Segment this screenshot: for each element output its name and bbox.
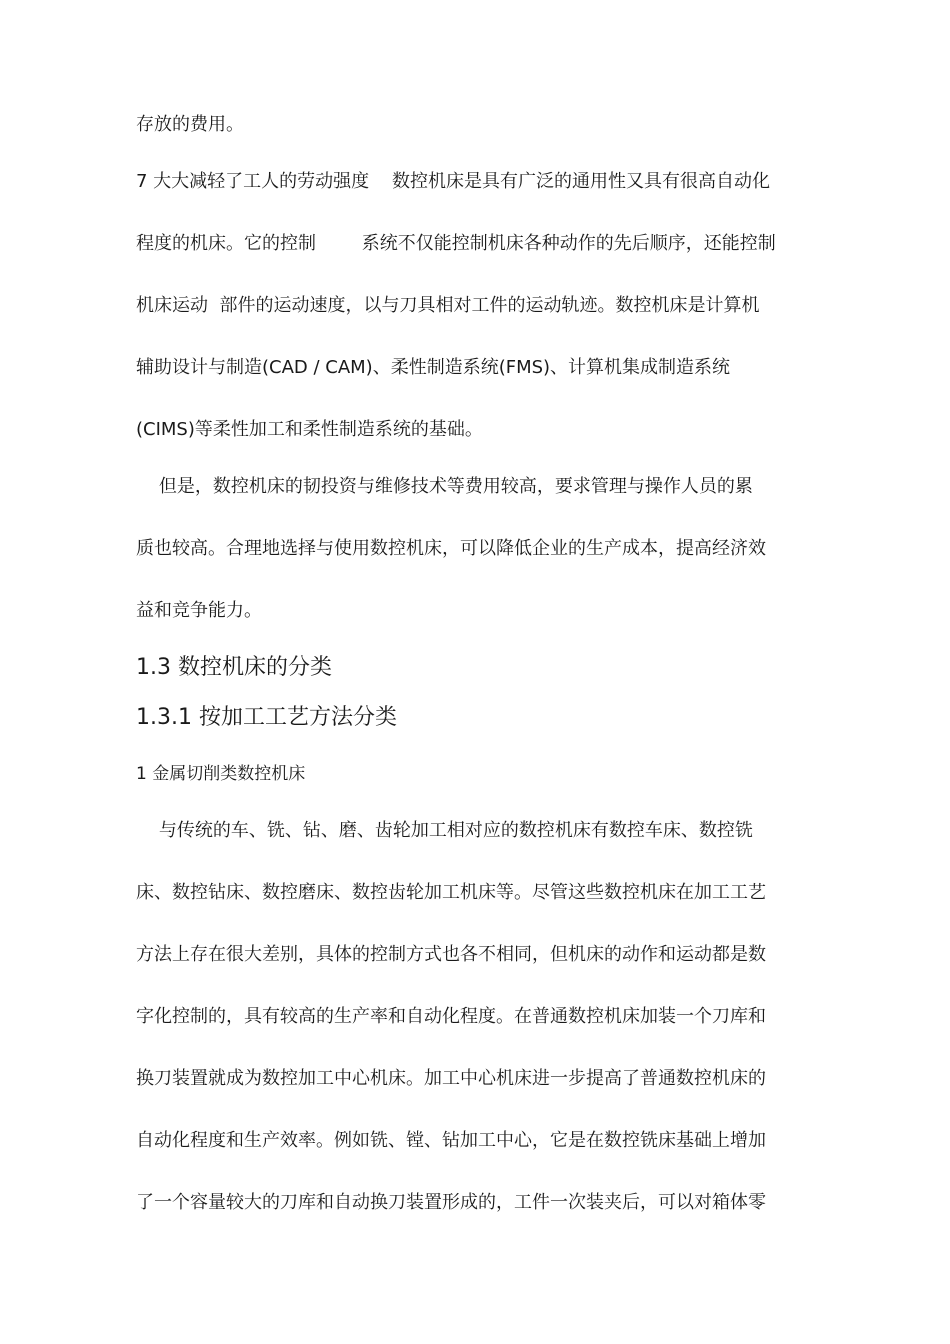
paragraph-line: 机床运动 部件的运动速度，以与刀具相对工件的运动轨迹。数控机床是计算机 xyxy=(136,295,760,316)
paragraph-line: 床、数控钻床、数控磨床、数控齿轮加工机床等。尽管这些数控机床在加工工艺 xyxy=(136,882,766,903)
section-heading: 1.3 数控机床的分类 xyxy=(136,655,332,680)
sub-subsection-heading: 1 金属切削类数控机床 xyxy=(136,764,306,784)
paragraph-line: 程度的机床。它的控制 系统不仅能控制机床各种动作的先后顺序，还能控制 xyxy=(136,233,776,254)
paragraph-line: 益和竞争能力。 xyxy=(136,600,262,621)
paragraph-line: 存放的费用。 xyxy=(136,114,244,135)
paragraph-line: (CIMS)等柔性加工和柔性制造系统的基础。 xyxy=(136,419,483,440)
paragraph-line: 但是，数控机床的韧投资与维修技术等费用较高，要求管理与操作人员的累 xyxy=(136,476,753,497)
paragraph-line: 质也较高。合理地选择与使用数控机床，可以降低企业的生产成本，提高经济效 xyxy=(136,538,766,559)
paragraph-line: 字化控制的，具有较高的生产率和自动化程度。在普通数控机床加装一个刀库和 xyxy=(136,1006,766,1027)
paragraph-line: 了一个容量较大的刀库和自动换刀装置形成的，工件一次装夹后，可以对箱体零 xyxy=(136,1192,766,1213)
paragraph-line: 自动化程度和生产效率。例如铣、镗、钻加工中心，它是在数控铣床基础上增加 xyxy=(136,1130,766,1151)
paragraph-line: 与传统的车、铣、钻、磨、齿轮加工相对应的数控机床有数控车床、数控铣 xyxy=(136,820,753,841)
paragraph-line: 方法上存在很大差别，具体的控制方式也各不相同，但机床的动作和运动都是数 xyxy=(136,944,766,965)
paragraph-line: 辅助设计与制造(CAD / CAM)、柔性制造系统(FMS)、计算机集成制造系统 xyxy=(136,357,731,378)
paragraph-line: 7 大大减轻了工人的劳动强度 数控机床是具有广泛的通用性又具有很高自动化 xyxy=(136,171,771,192)
paragraph-line: 换刀装置就成为数控加工中心机床。加工中心机床进一步提高了普通数控机床的 xyxy=(136,1068,766,1089)
subsection-heading: 1.3.1 按加工工艺方法分类 xyxy=(136,705,397,730)
